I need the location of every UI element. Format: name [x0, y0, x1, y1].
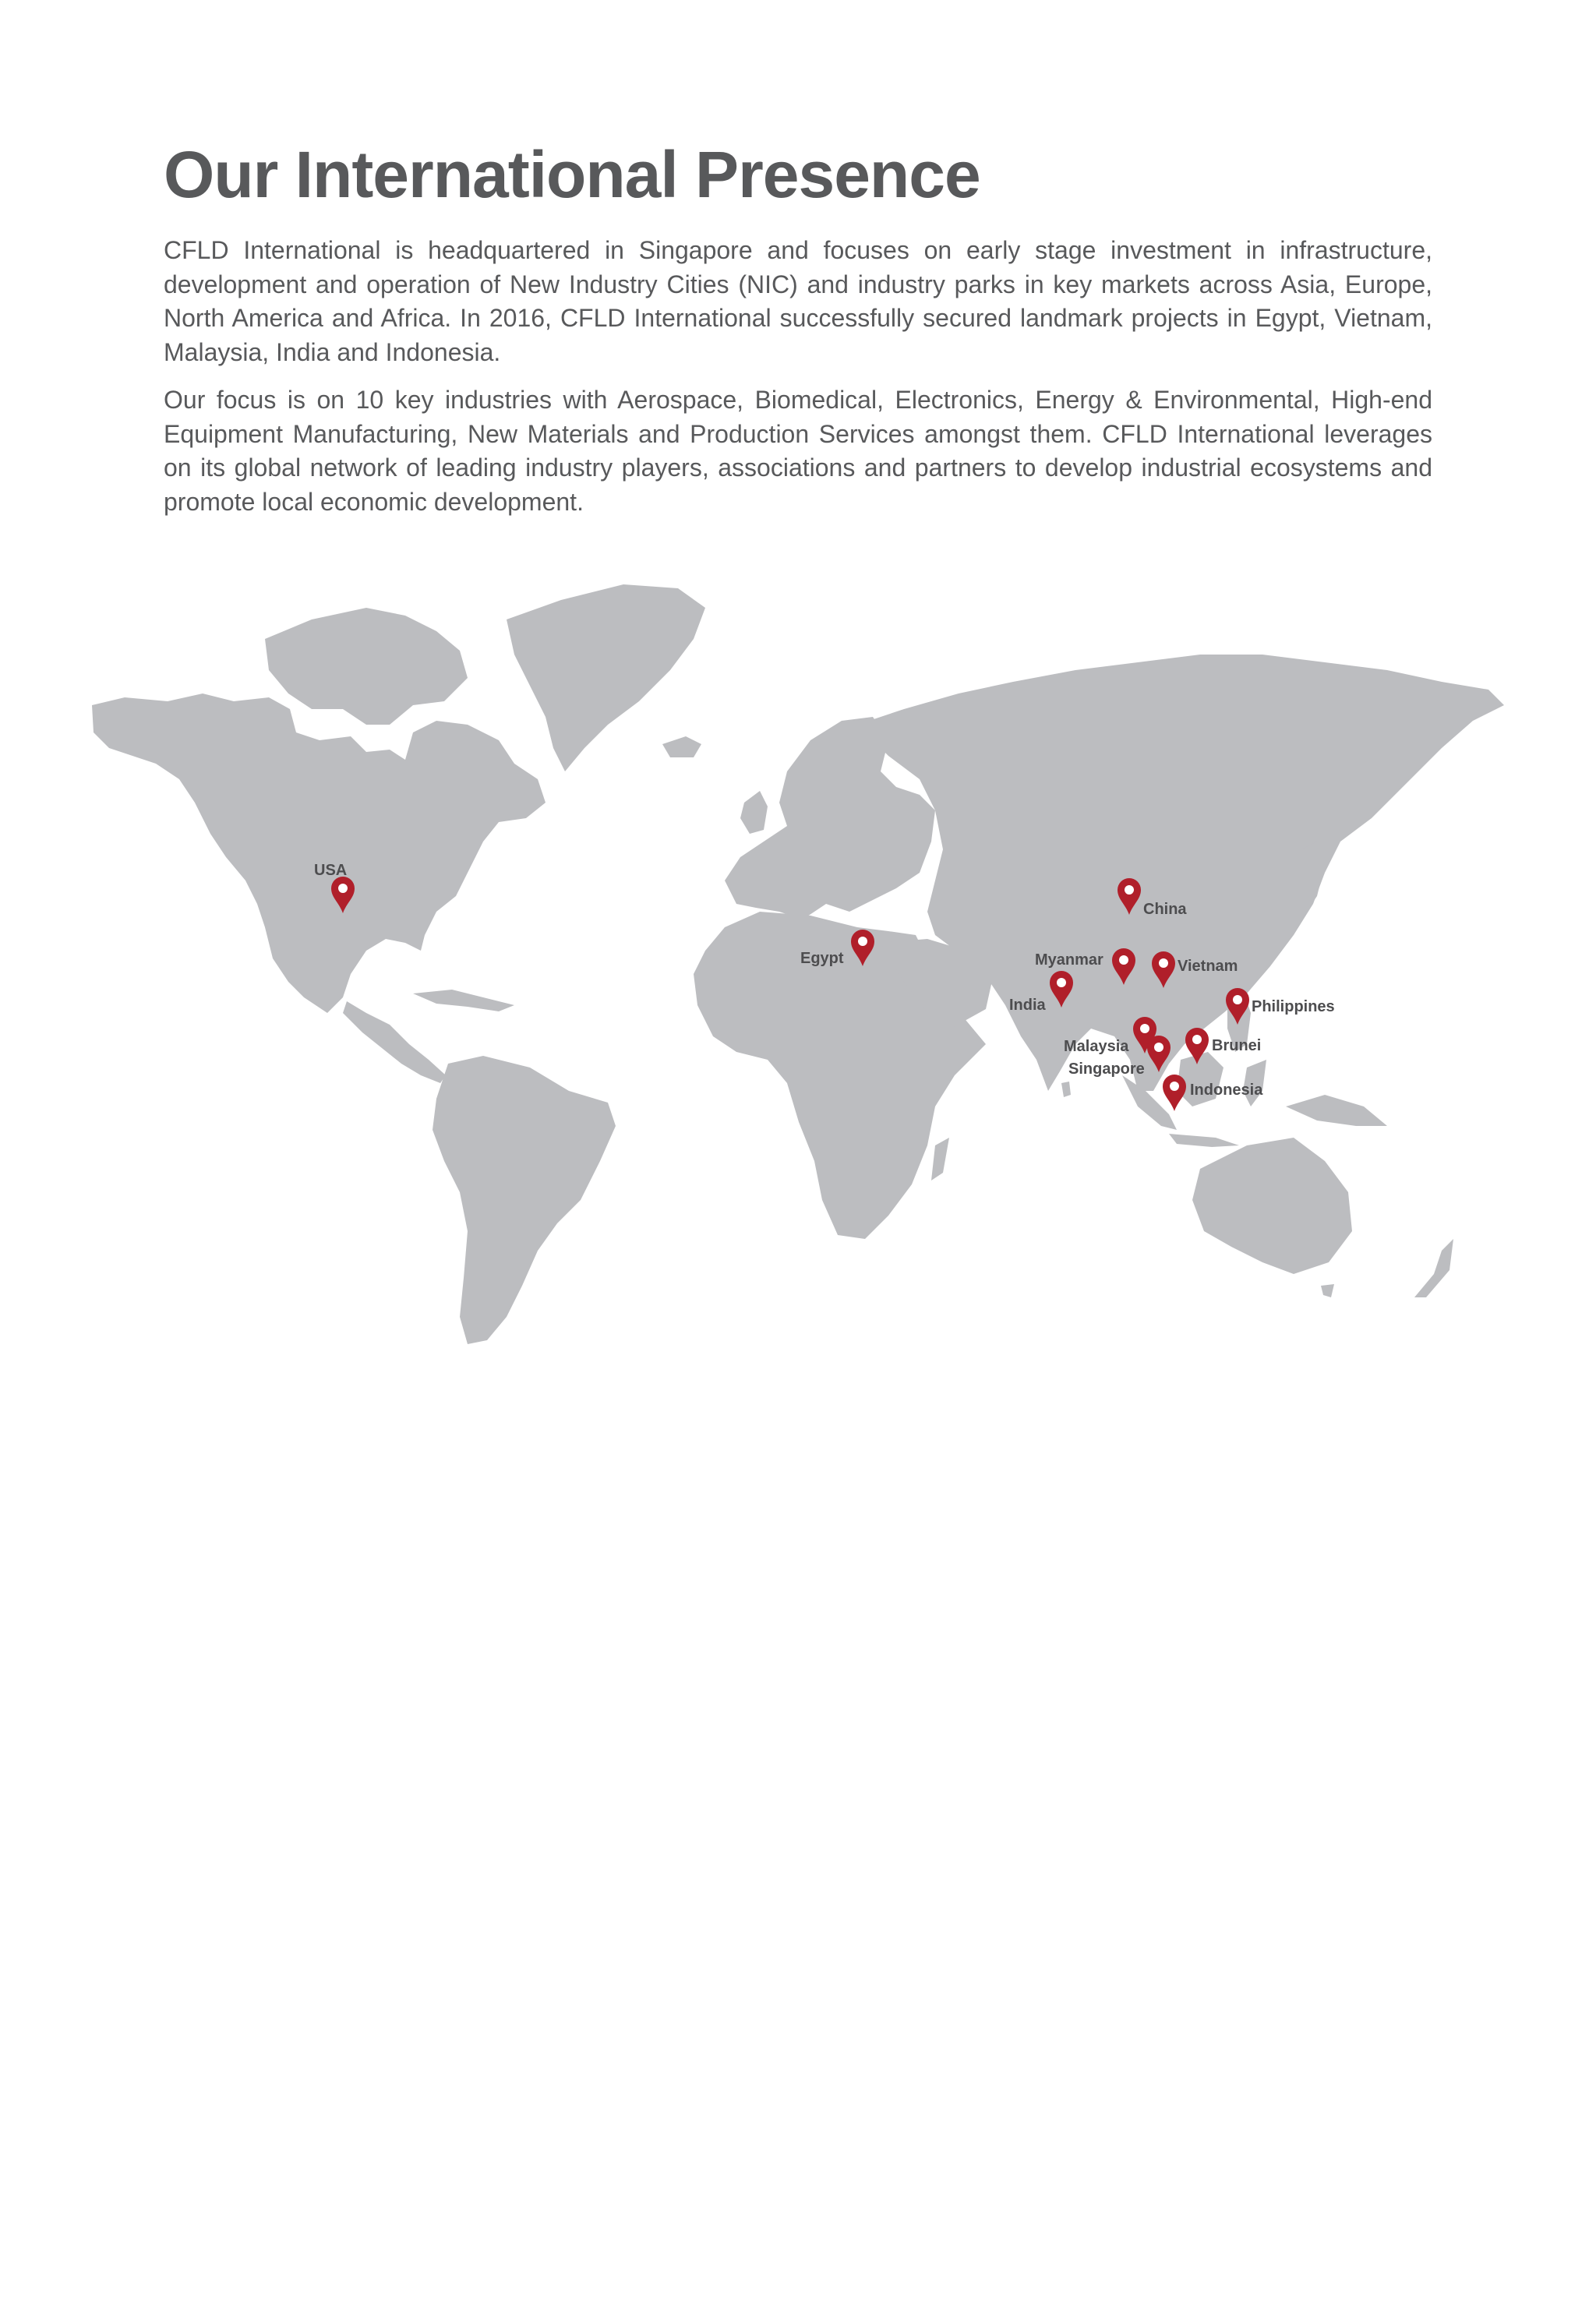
location-label-indonesia: Indonesia — [1190, 1082, 1263, 1099]
java-landmass — [1169, 1134, 1239, 1147]
north-america-landmass — [92, 693, 546, 1013]
new-zealand-landmass — [1414, 1239, 1453, 1297]
map-pin-hole — [1140, 1024, 1149, 1033]
intro-text — [164, 234, 1432, 533]
central-america-landmass — [343, 1001, 446, 1083]
map-pin-hole — [338, 884, 348, 893]
uk-landmass — [740, 791, 768, 834]
world-map — [0, 545, 1596, 1364]
location-label-usa: USA — [314, 862, 348, 879]
page-title: Our International Presence — [164, 138, 980, 211]
sri-lanka-landmass — [1061, 1082, 1071, 1097]
world-map-svg — [0, 545, 1596, 1364]
map-pin-hole — [1057, 978, 1066, 987]
map-pin-hole — [1192, 1035, 1202, 1044]
iceland-landmass — [662, 736, 701, 757]
map-pin-hole — [858, 937, 867, 946]
tasmania-landmass — [1321, 1284, 1334, 1297]
intro-paragraph-2: Our focus is on 10 key industries with Aerospace, Biomedical, Electronics, Energy & Environmental, High-end Equipment Manufacturing, New Materials and Production Services amongst them. CFLD International leverages on its global network of leading industry players, associations and partners to develop industrial ecosystems and promote local economic development. — [164, 386, 1432, 516]
location-label-egypt: Egypt — [800, 950, 844, 967]
caribbean-landmass — [413, 990, 514, 1011]
marker-brunei[interactable] — [1185, 1028, 1261, 1064]
map-pin-hole — [1119, 955, 1128, 965]
location-label-myanmar: Myanmar — [1035, 951, 1103, 969]
location-label-singapore: Singapore — [1068, 1061, 1145, 1078]
map-pin-hole — [1159, 958, 1168, 968]
map-pin-hole — [1170, 1082, 1179, 1091]
location-label-malaysia: Malaysia — [1064, 1038, 1129, 1055]
south-america-landmass — [433, 1056, 616, 1344]
location-label-brunei: Brunei — [1212, 1037, 1262, 1054]
location-label-philippines: Philippines — [1252, 998, 1335, 1015]
location-label-india: India — [1009, 997, 1046, 1014]
map-pin-hole — [1233, 995, 1242, 1004]
new-guinea-landmass — [1286, 1095, 1387, 1126]
arctic-islands-landmass — [265, 608, 468, 725]
intro-paragraph-1: CFLD International is headquartered in Singapore and focuses on early stage investment in infrastructure, development and operation of New Industry Cities (NIC) and industry parks in key markets across Asia, Europe, North America and Africa. In 2016, CFLD International successfully secured landmark projects in Egypt, Vietnam, Malaysia, India and Indonesia. — [164, 236, 1432, 366]
madagascar-landmass — [931, 1138, 949, 1180]
map-pin-hole — [1125, 885, 1134, 895]
location-label-vietnam: Vietnam — [1178, 958, 1238, 975]
map-pin-icon[interactable] — [1163, 1075, 1186, 1111]
location-label-china: China — [1143, 901, 1187, 918]
continents — [92, 584, 1504, 1344]
australia-landmass — [1192, 1138, 1352, 1274]
map-pin-hole — [1154, 1043, 1163, 1052]
